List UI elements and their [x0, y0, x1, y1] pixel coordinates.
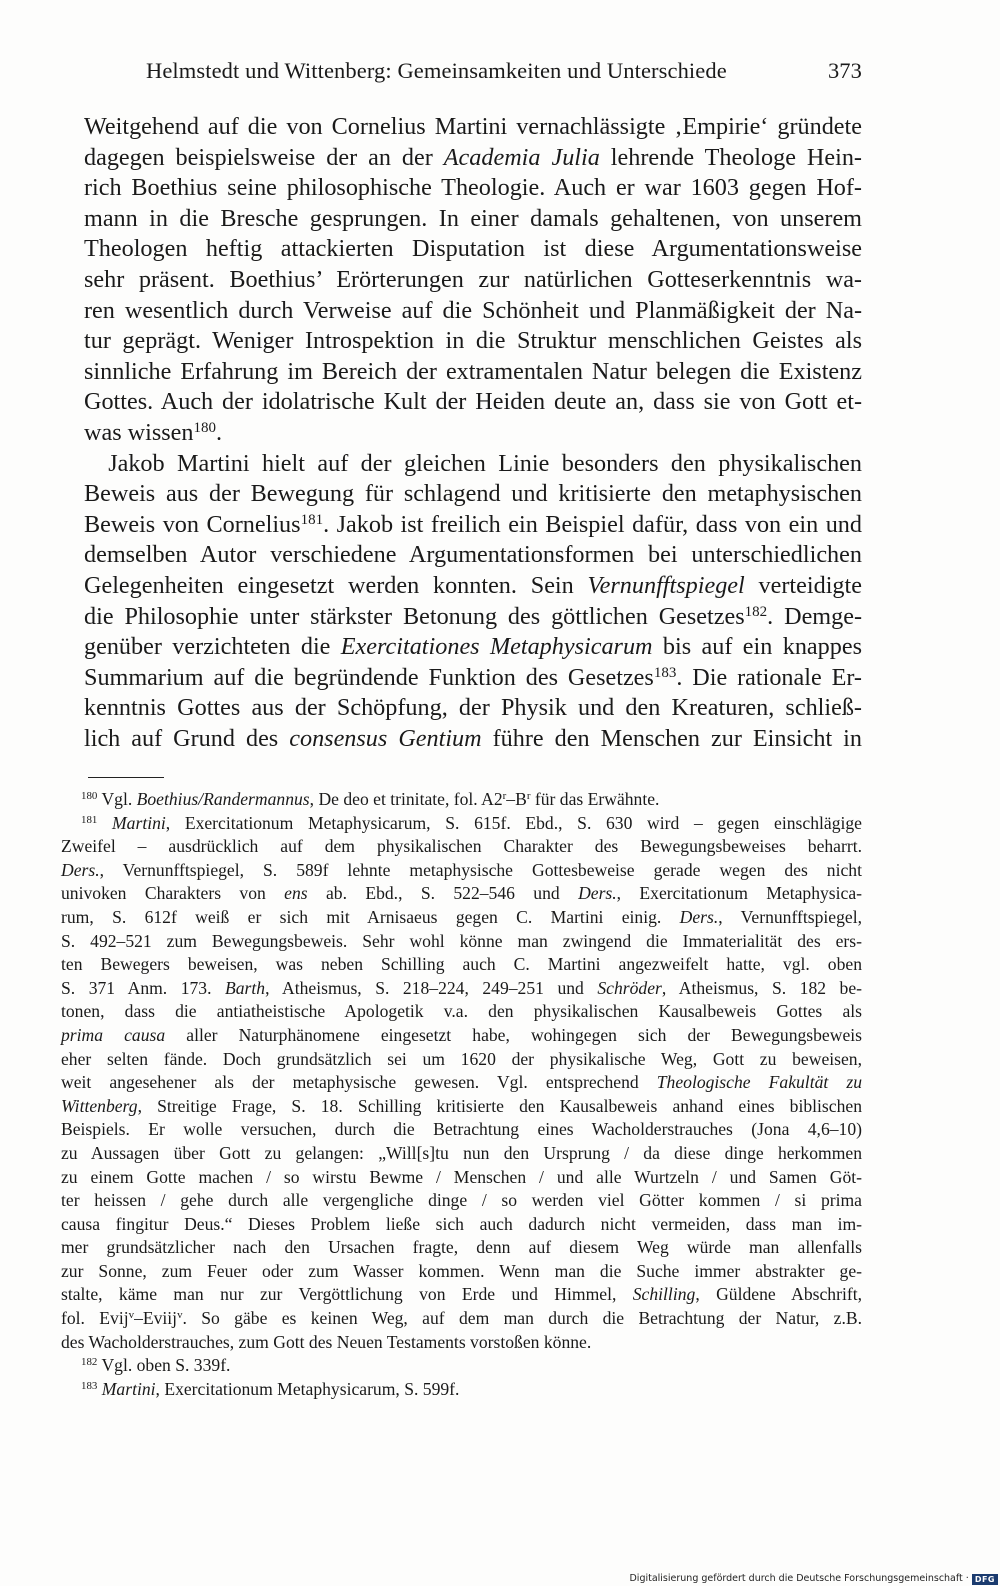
text-line: Beweis von Cornelius$^{181}$. Jakob ist freilich ein Beispiel dafür, dass von ein und	[84, 510, 862, 538]
footnote-line: ten Bewegers beweisen, was neben Schilling auch C. Martini angezweifelt hatte, vgl. oben	[61, 954, 862, 975]
text-line: dagegen beispielsweise der an der Academia Julia lehrende Theologe Hein-	[84, 143, 862, 171]
footnote-line: S. 492–521 zum Bewegungsbeweis. Sehr wohl könne man zwingend die Immaterialität des ers-	[61, 930, 862, 951]
text-line: genüber verzichteten die Exercitationes Metaphysicarum bis auf ein knappes	[84, 633, 862, 661]
text-line: sehr präsent. Boethius’ Erörterungen zur natürlichen Gotteserkenntnis wa-	[84, 265, 862, 293]
footnote-line: mer grundsätzlicher nach den Ursachen fragte, denn auf diesem Weg würde man allenfalls	[61, 1237, 862, 1258]
footnote-line: rum, S. 612f weiß er sich mit Arnisaeus gegen C. Martini einig. Ders., Vernunfftspiegel,	[61, 906, 862, 927]
text-line: rich Boethius seine philosophische Theologie. Auch er war 1603 gegen Hof-	[84, 174, 862, 202]
footnote-line: prima causa aller Naturphänomene eingesetzt habe, wohingegen sich der Bewegungsbeweis	[61, 1024, 862, 1045]
main-text	[84, 112, 862, 754]
text-line: kenntnis Gottes aus der Schöpfung, der Physik und den Kreaturen, schließ-	[84, 694, 862, 722]
text-line: mann in die Bresche gesprungen. In einer damals gehaltenen, von unserem	[84, 204, 862, 232]
footnote-line: tonen, dass die antiatheistische Apologetik v.a. den physikalischen Kausalbeweis Gottes als	[61, 1001, 862, 1022]
footnote-line: ter heissen / gehe durch alle vergengliche dinge / so werden viel Götter kommen / si prima	[61, 1190, 862, 1211]
footnote-line: causa fingitur Deus.“ Dieses Problem ließe sich auch dadurch nicht vermeiden, dass man im-	[61, 1213, 862, 1234]
text-line: die Philosophie unter stärkster Betonung des göttlichen Gesetzes$^{182}$. Demge-	[84, 602, 862, 630]
text-line: Summarium auf die begründende Funktion des Gesetzes$^{183}$. Die rationale Er-	[84, 663, 862, 691]
footnote-line: zur Sonne, zum Feuer oder zum Wasser kommen. Wenn man die Suche immer abstrakter ge-	[61, 1260, 862, 1281]
footnote-line: S. 371 Anm. 173. Barth, Atheismus, S. 218–224, 249–251 und Schröder, Atheismus, S. 182 be-	[61, 977, 863, 998]
footnote-line: stalte, käme man nur zur Vergöttlichung von Erde und Himmel, Schilling, Güldene Abschrift,	[61, 1284, 862, 1305]
footer-text: Digitalisierung gefördert durch die Deutsche Forschungsgemeinschaft ·	[629, 1573, 969, 1584]
footnote-line: $^{182}$ Vgl. oben S. 339f.	[81, 1355, 231, 1376]
footnote-line: des Wacholderstrauches, zum Gott des Neuen Testaments vorstoßen könne.	[61, 1331, 592, 1352]
text-line: Gelegenheiten eingesetzt werden konnten. Sein Vernunfftspiegel verteidigte	[84, 571, 862, 599]
text-line: tur geprägt. Weniger Introspektion in die Struktur menschlichen Geistes als	[84, 327, 862, 355]
dfg-logo: DFG	[972, 1574, 998, 1585]
text-line: Gottes. Auch der idolatrische Kult der Heiden deute an, dass sie von Gott et-	[84, 388, 862, 416]
text-line: was wissen$^{180}$.	[84, 418, 223, 446]
footnote-line: $^{183}$ Martini, Exercitationum Metaphysicarum, S. 599f.	[81, 1378, 460, 1399]
footnote-line: $^{180}$ Vgl. Boethius/Randermannus, De deo et trinitate, fol. $A2^r-B^r$ für das Erwähnte.	[81, 789, 660, 809]
running-header	[146, 54, 862, 88]
footnote-line: zu Aussagen über Gott zu gelangen: „Will[s]tu nun den Ursprung / da diese dinge herkommen	[61, 1142, 862, 1163]
footnote-separator	[88, 777, 164, 778]
footnotes	[61, 788, 862, 1401]
footnote-line: Zweifel – ausdrücklich auf dem physikalischen Charakter des Bewegungsbeweises beharrt.	[61, 836, 862, 857]
text-line: ren wesentlich durch Verweise auf die Schönheit und Planmäßigkeit der Na-	[84, 296, 862, 324]
footnote-line: Wittenberg, Streitige Frage, S. 18. Schilling kritisierte den Kausalbeweis anhand eines biblischen	[61, 1095, 862, 1116]
text-line: Weitgehend auf die von Cornelius Martini vernachlässigte ‚Empirie‘ gründete	[84, 113, 862, 140]
running-title: Helmstedt und Wittenberg: Gemeinsamkeiten und Unterschiede	[146, 58, 727, 83]
footnote-line: Beispiels. Er wolle versuchen, durch die Betrachtung eines Wacholderstrauches (Jona 4,6–10)	[61, 1119, 862, 1140]
text-line: demselben Autor verschiedene Argumentationsformen bei unterschiedlichen	[84, 541, 862, 569]
footnote-line: univoken Charakters von ens ab. Ebd., S. 522–546 und Ders., Exercitationum Metaphysica-	[61, 883, 862, 904]
footnote-line: fol. Evij$^v$–Eviij$^v$. So gäbe es keinen Weg, auf dem man durch die Betrachtung der Natur, z.B.	[61, 1308, 862, 1329]
text-line: Theologen heftig attackierten Disputation ist diese Argumentationsweise	[84, 235, 862, 263]
text-line: Beweis aus der Bewegung für schlagend und kritisierte den metaphysischen	[84, 480, 862, 508]
footnote-line: $^{181}$ Martini, Exercitationum Metaphysicarum, S. 615f. Ebd., S. 630 wird – gegen einschlägige	[81, 812, 862, 833]
digitization-footer	[629, 1572, 998, 1586]
page-number: 373	[827, 58, 862, 83]
footnote-line: eher selten fände. Doch grundsätzlich sei um 1620 der physikalische Weg, Gott zu beweisen,	[61, 1048, 862, 1069]
text-line: Jakob Martini hielt auf der gleichen Linie besonders den physikalischen	[84, 449, 862, 477]
text-line: sinnliche Erfahrung im Bereich der extramentalen Natur belegen die Existenz	[84, 357, 862, 385]
footnote-line: weit angesehener als der metaphysische gewesen. Vgl. entsprechend Theologische Fakultät zu	[61, 1072, 862, 1093]
footnote-line: Ders., Vernunfftspiegel, S. 589f lehnte metaphysische Gottesbeweise gerade wegen des nicht	[61, 859, 862, 880]
footnote-line: zu einem Gotte machen / so wirstu Bewme / Menschen / und alle Wurtzeln / und Samen Göt-	[61, 1166, 862, 1187]
text-line: lich auf Grund des consensus Gentium führe den Menschen zur Einsicht in	[84, 724, 862, 752]
